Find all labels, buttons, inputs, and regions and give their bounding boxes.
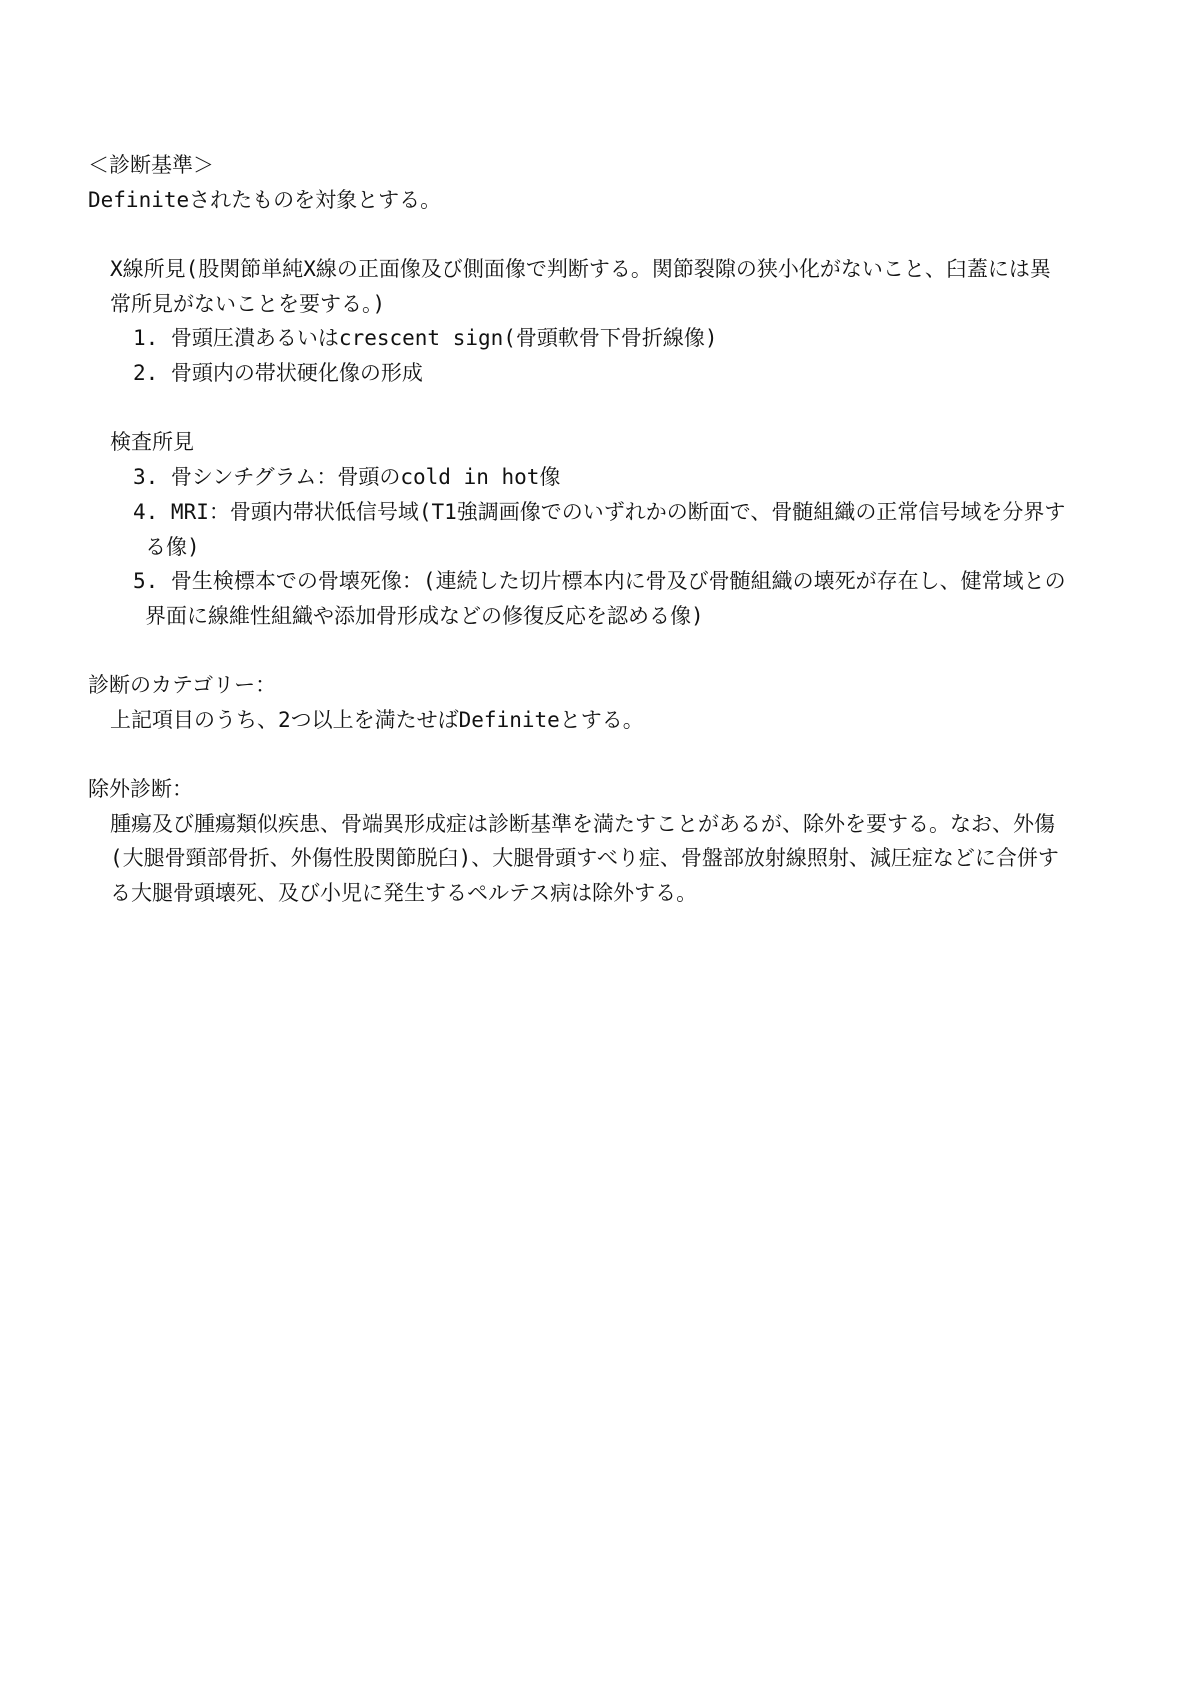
xray-item-2: 2. 骨頭内の帯状硬化像の形成	[133, 361, 423, 385]
category-heading: 診断のカテゴリー：	[88, 673, 277, 697]
exam-title: 検査所見	[110, 430, 194, 454]
xray-title-line1: X線所見(股関節単純X線の正面像及び側面像で判断する。関節裂隙の狭小化がないこと、臼蓋には異	[110, 257, 1051, 281]
category-text: 上記項目のうち、2つ以上を満たせばDefiniteとする。	[110, 708, 644, 732]
criteria-intro: Definiteされたものを対象とする。	[88, 188, 442, 212]
exam-item-5-line2: 界面に線維性組織や添加骨形成などの修復反応を認める像)	[145, 604, 704, 628]
criteria-heading: ＜診断基準＞	[88, 153, 214, 177]
exam-item-4-line1: 4. MRI：骨頭内帯状低信号域(T1強調画像でのいずれかの断面で、骨髄組織の正常信号域を分界す	[133, 500, 1066, 524]
exclusion-line1: 腫瘍及び腫瘍類似疾患、骨端異形成症は診断基準を満たすことがあるが、除外を要する。なお、外傷	[110, 812, 1055, 836]
exclusion-line2: (大腿骨頸部骨折、外傷性股関節脱臼)、大腿骨頭すべり症、骨盤部放射線照射、減圧症などに合併す	[110, 846, 1059, 870]
exam-item-4-line2: る像)	[145, 535, 200, 559]
exclusion-line3: る大腿骨頭壊死、及び小児に発生するペルテス病は除外する。	[110, 881, 698, 905]
exam-item-3: 3. 骨シンチグラム：骨頭のcold in hot像	[133, 465, 561, 489]
exam-item-5-line1: 5. 骨生検標本での骨壊死像：(連続した切片標本内に骨及び骨髄組織の壊死が存在し、健常域との	[133, 569, 1066, 593]
xray-title-line2: 常所見がないことを要する。)	[110, 292, 386, 316]
xray-item-1: 1. 骨頭圧潰あるいはcrescent sign(骨頭軟骨下骨折線像)	[133, 326, 718, 350]
exclusion-heading: 除外診断：	[88, 777, 193, 801]
